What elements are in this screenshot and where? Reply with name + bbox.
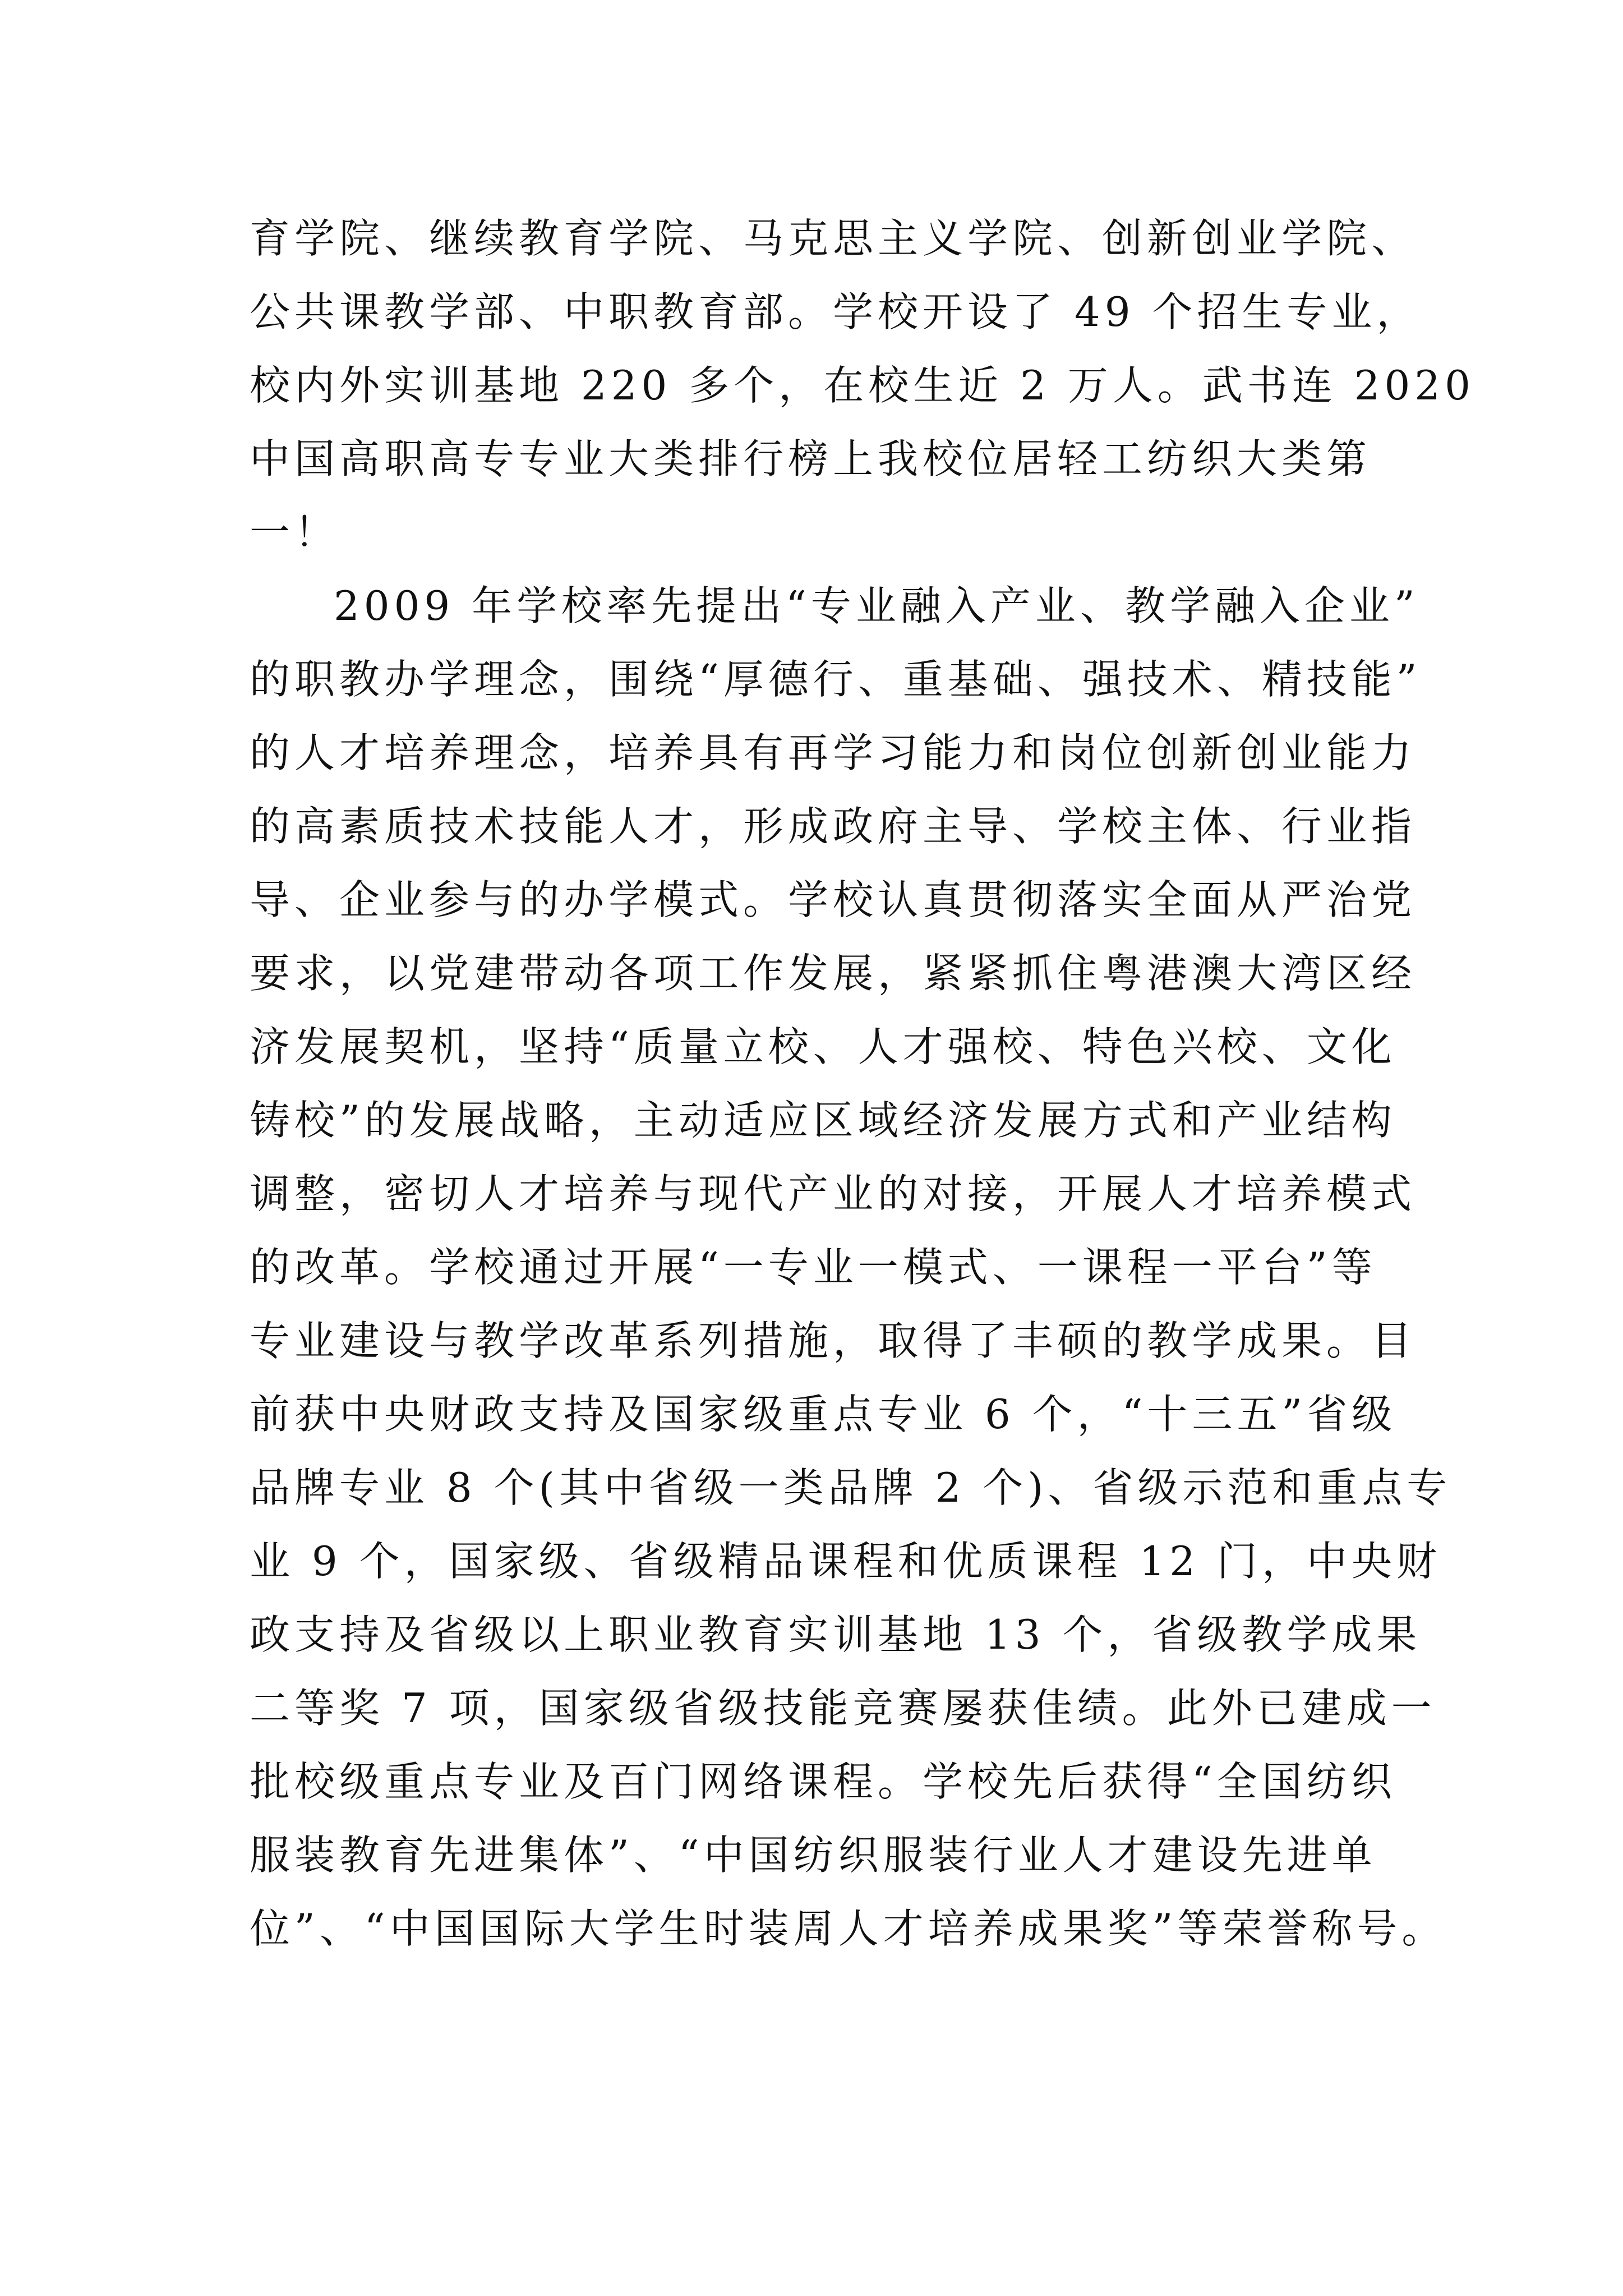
text-line: 中国高职高专专业大类排行榜上我校位居轻工纺织大类第 xyxy=(250,435,1372,482)
text-line: 二等奖 7 项，国家级省级技能竞赛屡获佳绩。此外已建成一 xyxy=(250,1685,1436,1732)
text-line: 育学院、继续教育学院、马克思主义学院、创新创业学院、 xyxy=(250,215,1417,262)
text-line: 要求，以党建带动各项工作发展，紧紧抓住粤港澳大湾区经 xyxy=(250,950,1417,997)
text-line: 品牌专业 8 个(其中省级一类品牌 2 个)、省级示范和重点专 xyxy=(250,1464,1452,1511)
text-line: 导、企业参与的办学模式。学校认真贯彻落实全面从严治党 xyxy=(250,876,1417,923)
text-line: 调整，密切人才培养与现代产业的对接，开展人才培养模式 xyxy=(250,1170,1417,1217)
text-line: 业 9 个，国家级、省级精品课程和优质课程 12 门，中央财 xyxy=(250,1538,1441,1585)
text-line: 服装教育先进集体”、“中国纺织服装行业人才建设先进单 xyxy=(250,1832,1377,1879)
text-line: 位”、“中国国际大学生时装周人才培养成果奖”等荣誉称号。 xyxy=(250,1905,1447,1952)
text-line: 批校级重点专业及百门网络课程。学校先后获得“全国纺织 xyxy=(250,1758,1396,1805)
text-line: 济发展契机，坚持“质量立校、人才强校、特色兴校、文化 xyxy=(250,1023,1396,1070)
text-line: 的高素质技术技能人才，形成政府主导、学校主体、行业指 xyxy=(250,803,1417,850)
body-text xyxy=(250,202,1475,1966)
text-line: 公共课教学部、中职教育部。学校开设了 49 个招生专业， xyxy=(250,288,1422,335)
text-line: 政支持及省级以上职业教育实训基地 13 个，省级教学成果 xyxy=(250,1611,1422,1658)
text-line: 一！ xyxy=(250,509,340,556)
text-line: 前获中央财政支持及国家级重点专业 6 个，“十三五”省级 xyxy=(250,1391,1397,1438)
text-line: 的职教办学理念，围绕“厚德行、重基础、强技术、精技能” xyxy=(250,656,1422,703)
text-line: 校内外实训基地 220 多个，在校生近 2 万人。武书连 2020 xyxy=(250,362,1475,409)
text-line: 铸校”的发展战略，主动适应区域经济发展方式和产业结构 xyxy=(250,1097,1396,1144)
text-line: 专业建设与教学改革系列措施，取得了丰硕的教学成果。目 xyxy=(250,1317,1417,1364)
text-line: 的人才培养理念，培养具有再学习能力和岗位创新创业能力 xyxy=(250,729,1417,776)
paragraph-first-line: 2009 年学校率先提出“专业融入产业、教学融入企业” xyxy=(334,582,1419,629)
text-line: 的改革。学校通过开展“一专业一模式、一课程一平台”等 xyxy=(250,1244,1377,1291)
